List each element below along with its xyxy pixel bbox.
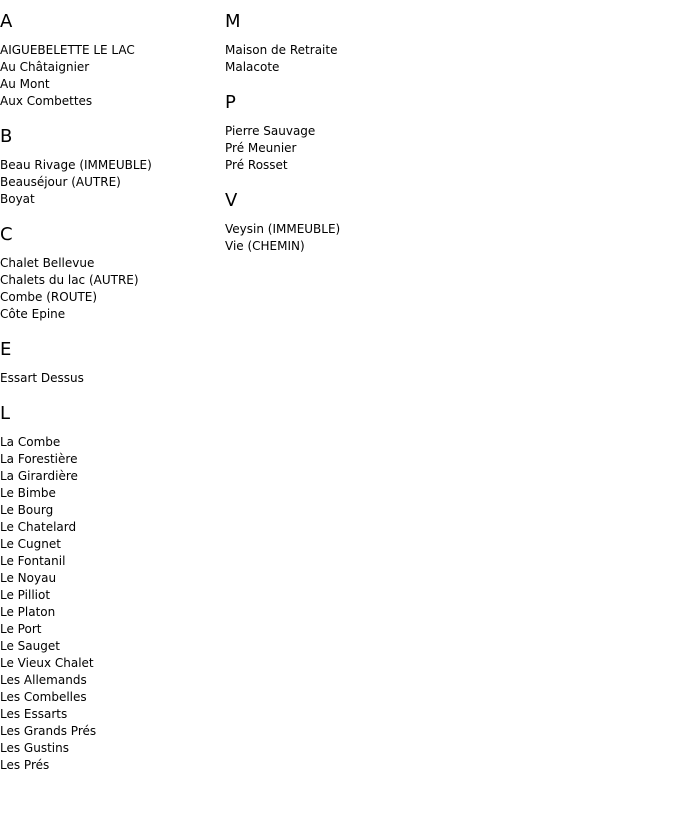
place-entry-link[interactable]: Pré Rosset [225, 158, 288, 172]
letter-section [225, 93, 525, 174]
entry-list [0, 434, 220, 774]
entry-list [225, 123, 525, 174]
place-entry-link[interactable]: Le Vieux Chalet [0, 656, 94, 670]
letter-heading: B [0, 126, 13, 147]
place-entry-link[interactable]: Combe (ROUTE) [0, 290, 98, 304]
place-entry-link[interactable]: Les Gustins [0, 741, 69, 755]
place-entry-link[interactable]: Le Fontanil [0, 554, 66, 568]
place-entry-link[interactable]: Pierre Sauvage [225, 124, 316, 138]
place-entry-link[interactable]: Au Châtaignier [0, 60, 90, 74]
place-entry-link[interactable]: Au Mont [0, 77, 50, 91]
place-entry-link[interactable]: Le Pilliot [0, 588, 51, 602]
letter-section [0, 127, 220, 208]
place-entry-link[interactable]: Veysin (IMMEUBLE) [225, 222, 341, 236]
entry-list [225, 221, 525, 255]
letter-heading: C [0, 224, 13, 245]
index-column-left [0, 0, 220, 791]
place-entry-link[interactable]: Les Allemands [0, 673, 87, 687]
letter-section [225, 12, 525, 76]
place-entry-link[interactable]: Boyat [0, 192, 35, 206]
letter-heading: V [225, 190, 238, 211]
place-entry-link[interactable]: Essart Dessus [0, 371, 84, 385]
letter-section [0, 12, 220, 110]
place-entry-link[interactable]: Le Sauget [0, 639, 60, 653]
letter-heading: P [225, 92, 236, 113]
letter-section [0, 225, 220, 323]
letter-section [0, 340, 220, 387]
place-entry-link[interactable]: Beauséjour (AUTRE) [0, 175, 121, 189]
place-entry-link[interactable]: Le Chatelard [0, 520, 77, 534]
entry-list [0, 255, 220, 323]
place-entry-link[interactable]: Le Platon [0, 605, 56, 619]
letter-section [225, 191, 525, 255]
place-entry-link[interactable]: Le Bimbe [0, 486, 56, 500]
letter-heading: A [0, 11, 13, 32]
place-entry-link[interactable]: Chalet Bellevue [0, 256, 95, 270]
place-entry-link[interactable]: Les Essarts [0, 707, 68, 721]
place-entry-link[interactable]: La Girardière [0, 469, 78, 483]
place-entry-link[interactable]: Maison de Retraite [225, 43, 338, 57]
place-entry-link[interactable]: Le Noyau [0, 571, 57, 585]
place-entry-link[interactable]: Malacote [225, 60, 280, 74]
place-entry-link[interactable]: Les Combelles [0, 690, 87, 704]
letter-heading: M [225, 11, 241, 32]
entry-list [0, 42, 220, 110]
place-entry-link[interactable]: AIGUEBELETTE LE LAC [0, 43, 135, 57]
entry-list [225, 42, 525, 76]
place-entry-link[interactable]: Pré Meunier [225, 141, 297, 155]
place-entry-link[interactable]: Chalets du lac (AUTRE) [0, 273, 139, 287]
place-entry-link[interactable]: Côte Epine [0, 307, 66, 321]
letter-heading: L [0, 403, 11, 424]
place-entry-link[interactable]: Vie (CHEMIN) [225, 239, 305, 253]
index-column-right [225, 0, 525, 272]
letter-section [0, 404, 220, 774]
place-entry-link[interactable]: Le Bourg [0, 503, 54, 517]
letter-heading: E [0, 339, 12, 360]
place-entry-link[interactable]: Les Prés [0, 758, 50, 772]
place-entry-link[interactable]: Aux Combettes [0, 94, 93, 108]
place-entry-link[interactable]: Le Port [0, 622, 42, 636]
place-entry-link[interactable]: Les Grands Prés [0, 724, 97, 738]
entry-list [0, 157, 220, 208]
place-entry-link[interactable]: Le Cugnet [0, 537, 61, 551]
place-entry-link[interactable]: La Forestière [0, 452, 78, 466]
place-entry-link[interactable]: La Combe [0, 435, 61, 449]
place-entry-link[interactable]: Beau Rivage (IMMEUBLE) [0, 158, 152, 172]
entry-list [0, 370, 220, 387]
